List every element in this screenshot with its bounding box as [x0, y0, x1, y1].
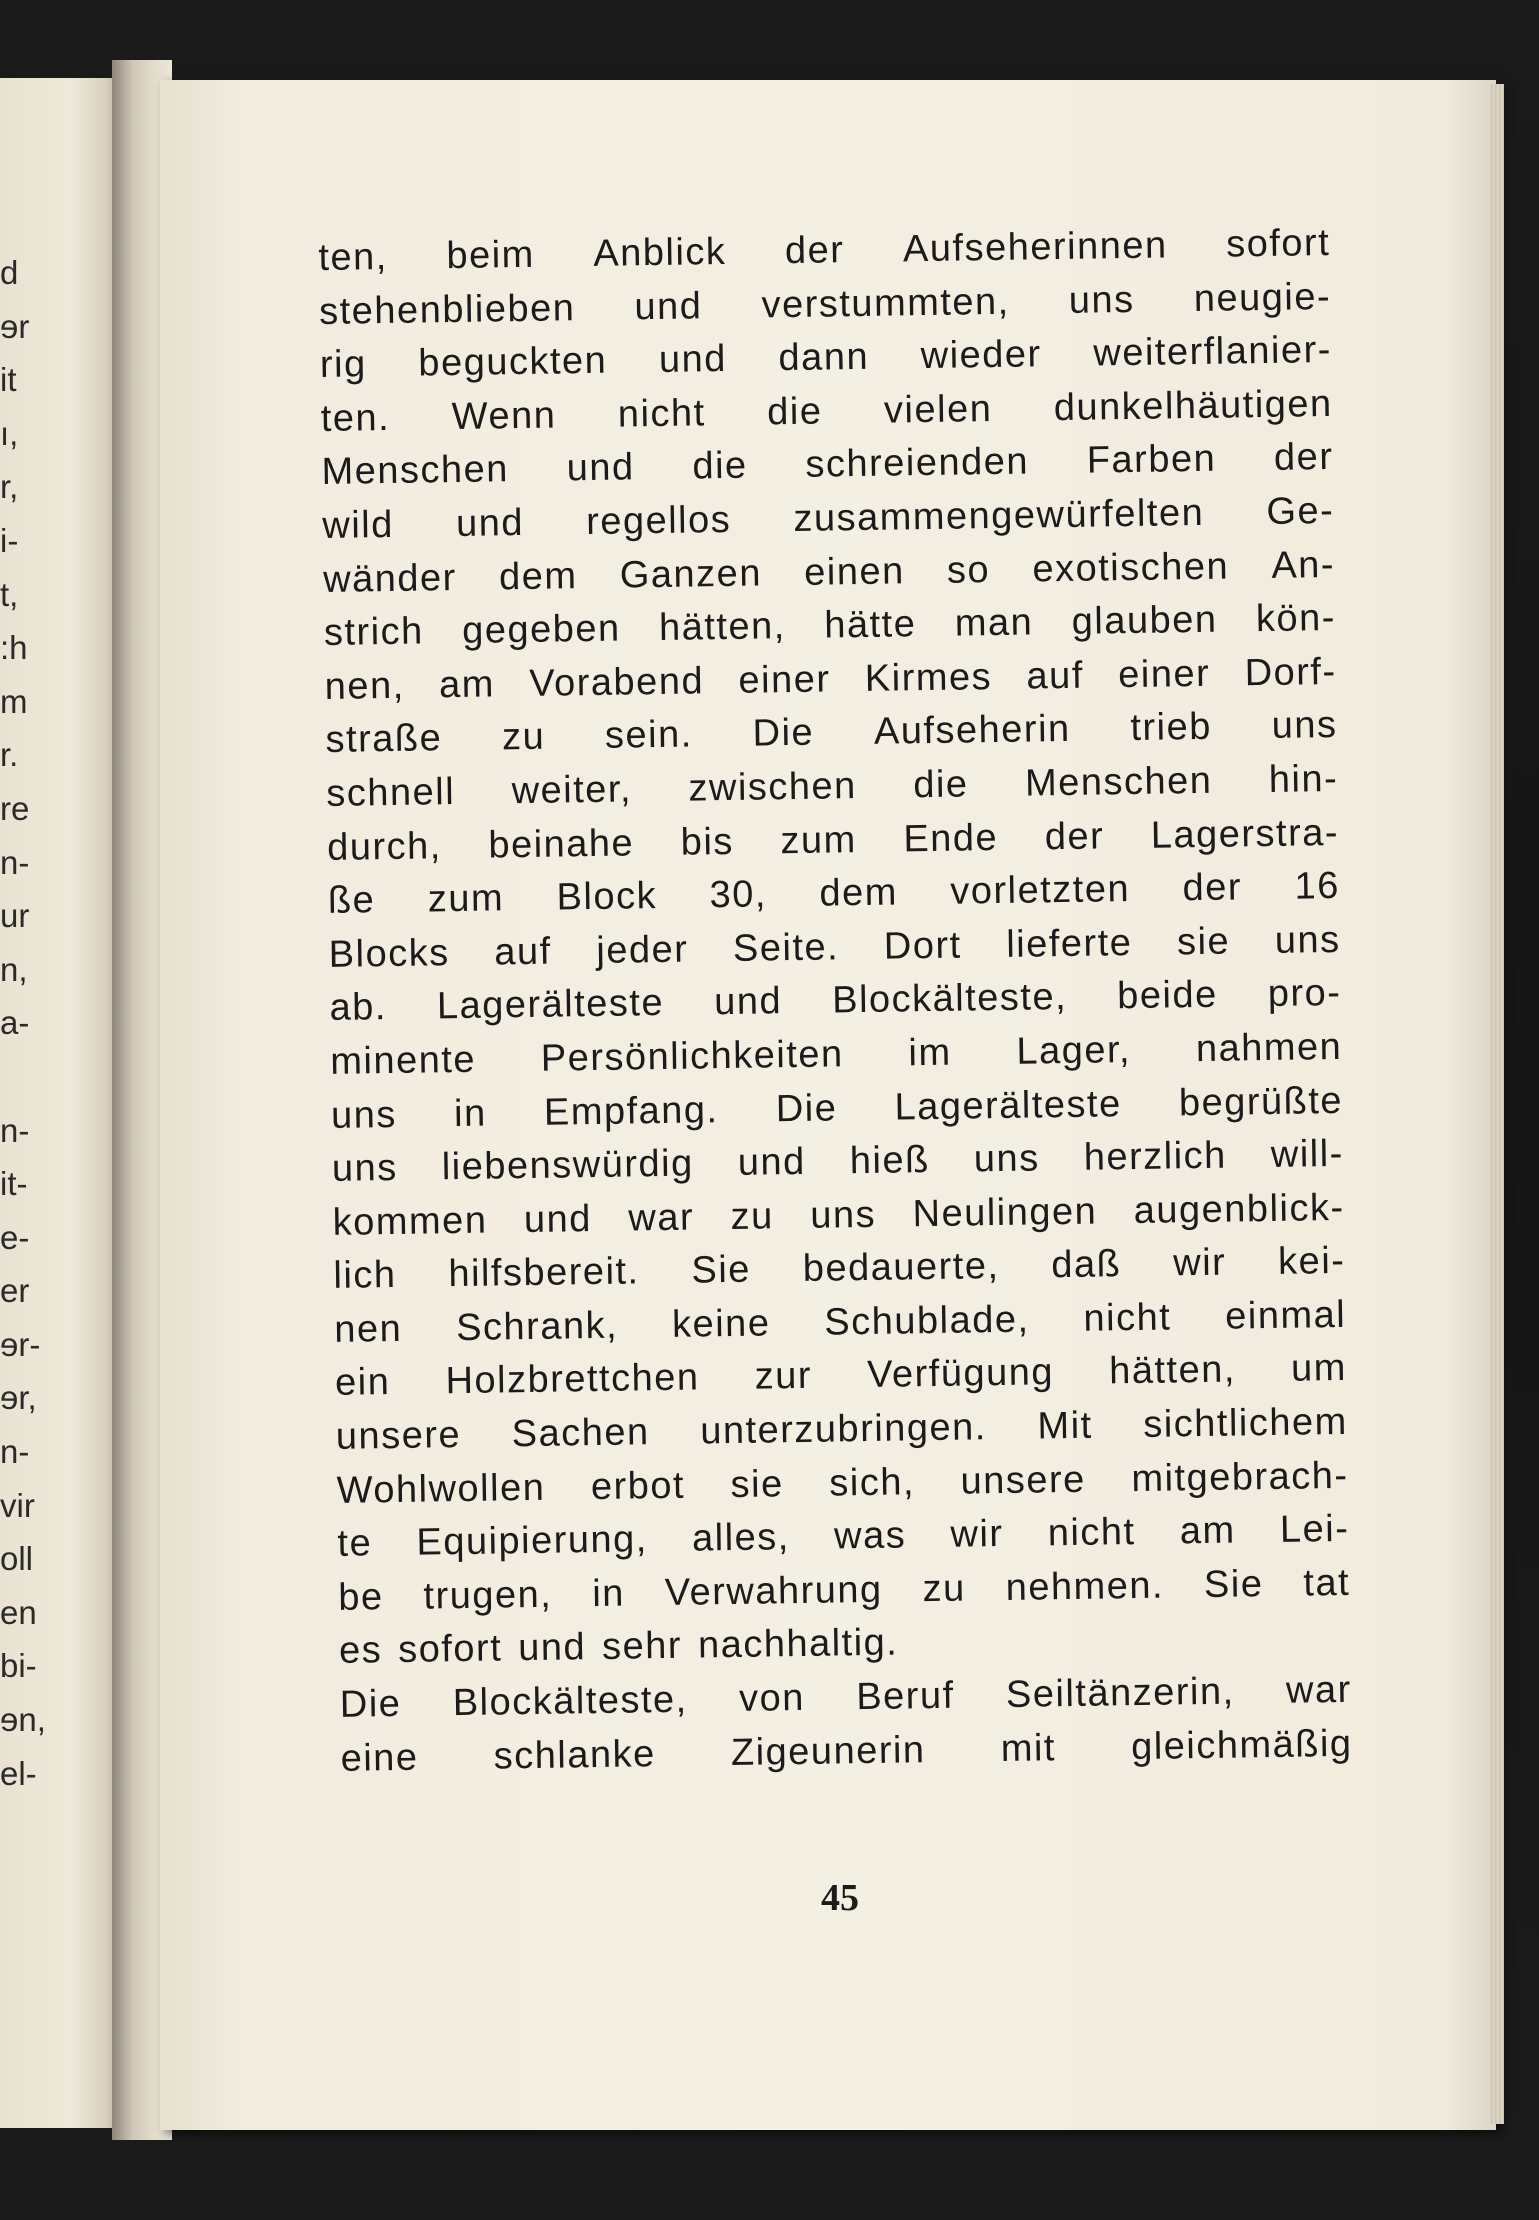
text-line: ße zum Block 30, dem vorletzten der 16	[327, 865, 1341, 923]
text-line: nen, am Vorabend einer Kirmes auf einer Dorf-	[324, 650, 1337, 708]
left-margin-fragment: er	[0, 1272, 30, 1310]
text-line: straße zu sein. Die Aufseherin trieb uns	[325, 704, 1338, 762]
text-line: eine schlanke Zigeunerin mit gleichmäßig	[340, 1722, 1353, 1780]
text-line: ten, beim Anblick der Aufseherinnen sofort	[318, 221, 1331, 279]
left-margin-fragment: n,	[0, 950, 28, 988]
text-line: lich hilfsbereit. Sie bedauerte, daß wir kei-	[333, 1240, 1346, 1298]
left-page	[0, 78, 118, 2128]
left-margin-fragment	[0, 1050, 118, 1104]
left-margin-fragment: d	[0, 254, 19, 291]
text-line: ein Holzbrettchen zur Verfügung hätten, um	[334, 1347, 1348, 1405]
left-margin-fragment: i-	[0, 521, 19, 559]
text-line: Blocks auf jeder Seite. Dort lieferte sie uns	[328, 918, 1341, 976]
left-margin-fragment: ɘn,	[0, 1701, 46, 1739]
text-line: wild und regellos zusammengewürfelten Ge-	[322, 489, 1335, 547]
text-line: Wohlwollen erbot sie sich, unsere mitgebrach-	[336, 1454, 1349, 1512]
left-margin-fragment: ɘr-	[0, 1325, 41, 1363]
left-margin-fragment: :h	[0, 629, 28, 667]
left-margin-fragment: el-	[0, 1754, 37, 1792]
page-edges	[1490, 84, 1504, 2124]
text-line: uns liebenswürdig und hieß uns herzlich will-	[331, 1132, 1345, 1190]
text-line: rig beguckten und dann wieder weiterflanier-	[319, 329, 1333, 387]
text-line: ab. Lagerälteste und Blockälteste, beide pro-	[329, 972, 1342, 1030]
left-margin-fragment: n-	[0, 1433, 30, 1471]
body-text	[318, 217, 1353, 1786]
left-margin-fragment: m	[0, 682, 28, 720]
text-line: Menschen und die schreienden Farben der	[321, 436, 1334, 494]
left-page-margin-fragments	[0, 246, 118, 1800]
left-margin-fragment: t,	[0, 575, 19, 613]
left-margin-fragment: n-	[0, 1111, 30, 1149]
left-margin-fragment: ı,	[0, 414, 19, 452]
left-margin-fragment: r,	[0, 468, 19, 506]
text-line: be trugen, in Verwahrung zu nehmen. Sie tat	[337, 1561, 1351, 1619]
left-margin-fragment: r.	[0, 736, 19, 774]
left-margin-fragment: bi-	[0, 1647, 37, 1685]
text-line: durch, beinahe bis zum Ende der Lagerstra-	[326, 811, 1340, 869]
text-line: unsere Sachen unterzubringen. Mit sichtlichem	[335, 1400, 1349, 1458]
left-margin-fragment: n-	[0, 843, 30, 881]
text-line: kommen und war zu uns Neulingen augenblick-	[332, 1186, 1345, 1244]
left-margin-fragment: vir	[0, 1486, 35, 1524]
text-line: uns in Empfang. Die Lagerälteste begrüßte	[330, 1079, 1344, 1137]
left-margin-fragment: ur	[0, 897, 30, 935]
text-line: Die Blockälteste, von Beruf Seiltänzerin, war	[339, 1668, 1353, 1726]
left-margin-fragment: ɘr	[0, 307, 30, 345]
text-line: ten. Wenn nicht die vielen dunkelhäutigen	[320, 382, 1333, 440]
text-line: nen Schrank, keine Schublade, nicht einmal	[333, 1293, 1347, 1351]
left-margin-fragment: ɘr,	[0, 1379, 37, 1417]
left-margin-fragment: oll	[0, 1540, 34, 1578]
text-line: te Equipierung, alles, was wir nicht am Lei-	[337, 1508, 1350, 1566]
left-margin-fragment: a-	[0, 1004, 30, 1042]
left-margin-fragment: it	[0, 361, 17, 399]
left-margin-fragment: it-	[0, 1165, 28, 1203]
left-margin-fragment: re	[0, 789, 30, 827]
left-margin-fragment: e-	[0, 1218, 30, 1256]
page-number: 45	[821, 1877, 859, 1919]
text-line: strich gegeben hätten, hätte man glauben kön-	[323, 597, 1337, 655]
left-margin-fragment: en	[0, 1593, 37, 1631]
text-line: minente Persönlichkeiten im Lager, nahmen	[329, 1025, 1343, 1083]
text-line: stehenblieben und verstummten, uns neugie-	[318, 275, 1332, 333]
text-line: schnell weiter, zwischen die Menschen hin-	[326, 757, 1339, 815]
text-line: es sofort und sehr nachhaltig.	[338, 1621, 899, 1673]
text-line: wänder dem Ganzen einen so exotischen An-	[322, 543, 1336, 601]
